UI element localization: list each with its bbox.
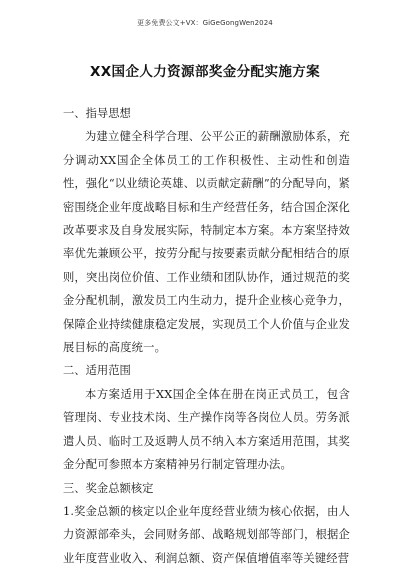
section-paragraph-guiding-ideology: 为建立健全科学合理、公平公正的薪酬激励体系，充分调动XX国企全体员工的工作积极性、主动性和创造性，强化“以业绩论英雄、以贡献定薪酬”的分配导向，紧密围绕企业年度战略目标和生产经营任务，结合国企深化改革要求及自身发展实际，特制定本方案。本方案坚持效率优先兼顾公平，按劳分配与按要素贡献分配相结合的原则，突出岗位价值、工作业绩和团队协作，通过规范的奖金分配机制，激发员工内生动力，提升企业核心竞争力，保障企业持续健康稳定发展，实现员工个人价值与企业发展目标的高度统一。	[63, 130, 350, 355]
header-note: 更多免费公文+VX：GiGeGongWen2024	[137, 19, 273, 27]
document-title: XX国企人力资源部奖金分配实施方案	[89, 64, 321, 80]
document-body	[63, 102, 350, 570]
section-heading-scope: 二、适用范围	[63, 364, 131, 378]
section-paragraph-bonus-total: 1.奖金总额的核定以企业年度经营业绩为核心依据，由人力资源部牵头，会同财务部、战略规划部等部门，根据企业年度营业收入、利润总额、资产保值增值率等关键经营	[63, 504, 350, 565]
section-heading-bonus-total: 三、奖金总额核定	[63, 481, 154, 495]
section-heading-guiding-ideology: 一、指导思想	[63, 107, 131, 120]
section-paragraph-scope: 本方案适用于XX国企全体在册在岗正式员工，包含管理岗、专业技术岗、生产操作岗等各岗位人员。劳务派遣人员、临时工及返聘人员不纳入本方案适用范围，其奖金分配可参照本方案精神另行制定管理办法。	[63, 387, 350, 472]
